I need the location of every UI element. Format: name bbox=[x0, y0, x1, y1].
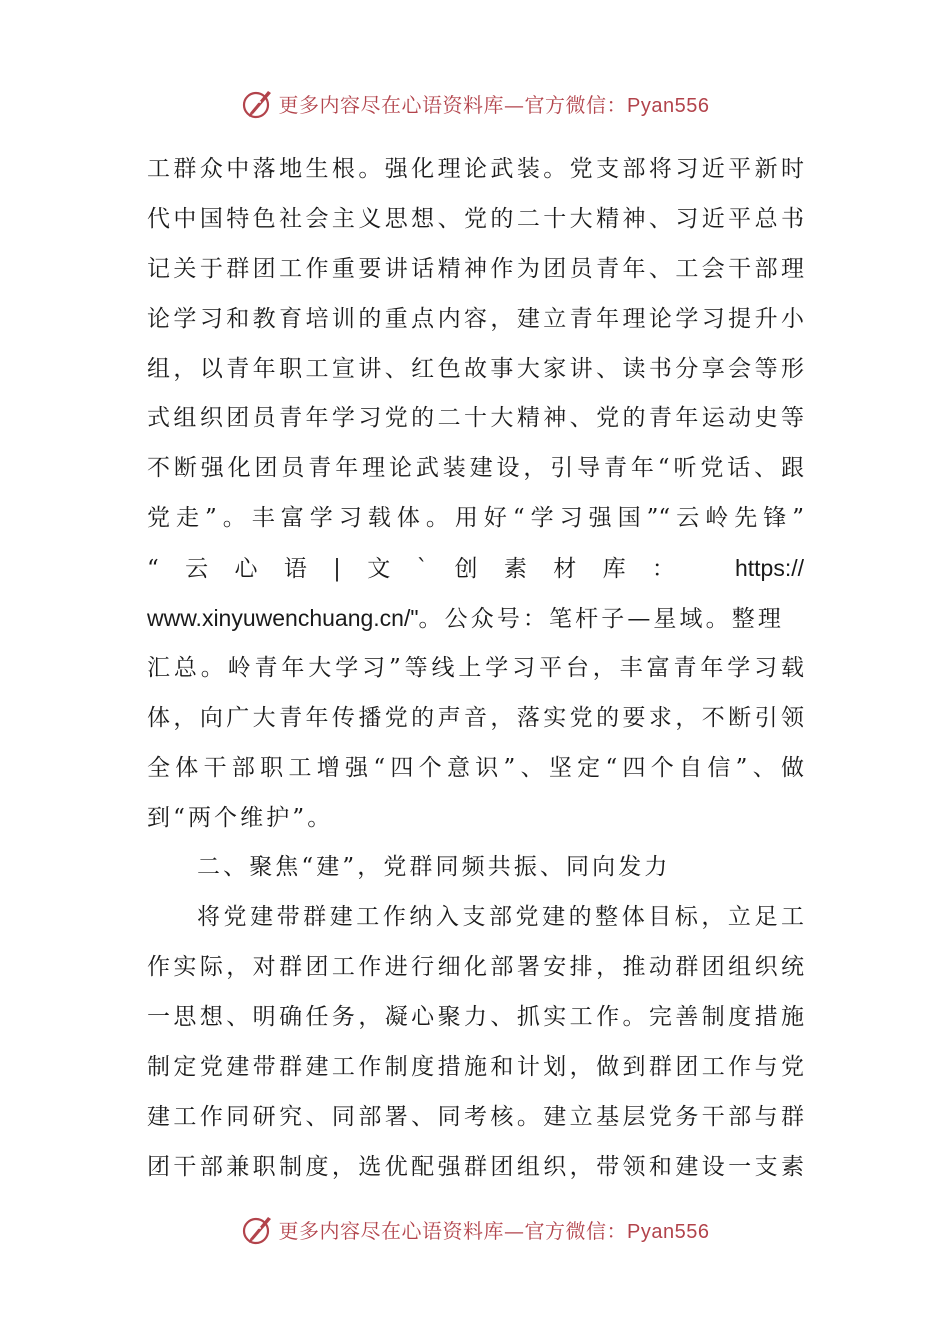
paragraph-line: 团干部兼职制度，选优配强群团组织，带领和建设一支素 bbox=[147, 1153, 804, 1180]
section-heading: 二、聚焦“建”，党群同频共振、同向发力 bbox=[197, 854, 671, 881]
paragraph-line: 作实际，对群团工作进行细化部署安排，推动群团组织统 bbox=[147, 954, 804, 981]
paragraph-line: 不断强化团员青年理论武装建设，引导青年“听党话、跟 bbox=[147, 455, 804, 482]
paragraph-line: 党走”。丰富学习载体。用好“学习强国”“云岭先锋” bbox=[147, 505, 804, 532]
paragraph-line-url-end: www.xinyuwenchuang.cn/"。公众号：笔杆子—星域。整理 bbox=[147, 605, 784, 633]
quill-pen-icon bbox=[241, 1212, 275, 1246]
paragraph-line: 组，以青年职工宣讲、红色故事大家讲、读书分享会等形 bbox=[147, 355, 804, 382]
paragraph-line: 将党建带群建工作纳入支部党建的整体目标，立足工 bbox=[197, 904, 804, 931]
paragraph-line: 式组织团员青年学习党的二十大精神、党的青年运动史等 bbox=[147, 405, 804, 432]
footer-banner bbox=[0, 1209, 950, 1249]
paragraph-line: 到“两个维护”。 bbox=[147, 804, 334, 831]
paragraph-line: 汇总。岭青年大学习”等线上学习平台，丰富青年学习载 bbox=[147, 654, 804, 681]
paragraph-line: 记关于群团工作重要讲话精神作为团员青年、工会干部理 bbox=[147, 255, 804, 282]
paragraph-line: 制定党建带群建工作制度措施和计划，做到群团工作与党 bbox=[147, 1054, 804, 1081]
footer-banner-text: 更多内容尽在心语资料库—官方微信：Pyan556 bbox=[278, 1218, 710, 1243]
quill-pen-icon bbox=[241, 86, 275, 120]
wechat-id: Pyan556 bbox=[627, 94, 710, 117]
paragraph-line: 全体干部职工增强“四个意识”、坚定“四个自信”、做 bbox=[147, 754, 804, 781]
url-text: www.xinyuwenchuang.cn/" bbox=[147, 605, 419, 632]
paragraph-line: 代中国特色社会主义思想、党的二十大精神、习近平总书 bbox=[147, 205, 804, 232]
header-banner bbox=[0, 83, 950, 123]
document-body bbox=[147, 145, 804, 1193]
url-text: https:// bbox=[734, 555, 804, 582]
wechat-id: Pyan556 bbox=[627, 1220, 710, 1243]
paragraph-line: 建工作同研究、同部署、同考核。建立基层党务干部与群 bbox=[147, 1103, 804, 1130]
header-banner-text: 更多内容尽在心语资料库—官方微信：Pyan556 bbox=[278, 92, 710, 117]
paragraph-line: 论学习和教育培训的重点内容，建立青年理论学习提升小 bbox=[147, 305, 804, 332]
paragraph-line: 工群众中落地生根。强化理论武装。党支部将习近平新时 bbox=[147, 156, 804, 182]
paragraph-line: 体，向广大青年传播党的声音，落实党的要求，不断引领 bbox=[147, 704, 804, 731]
paragraph-line-url-start: “云心语|文`创素材库： https:// bbox=[147, 555, 804, 583]
paragraph-line: 一思想、明确任务，凝心聚力、抓实工作。完善制度措施 bbox=[147, 1004, 804, 1031]
